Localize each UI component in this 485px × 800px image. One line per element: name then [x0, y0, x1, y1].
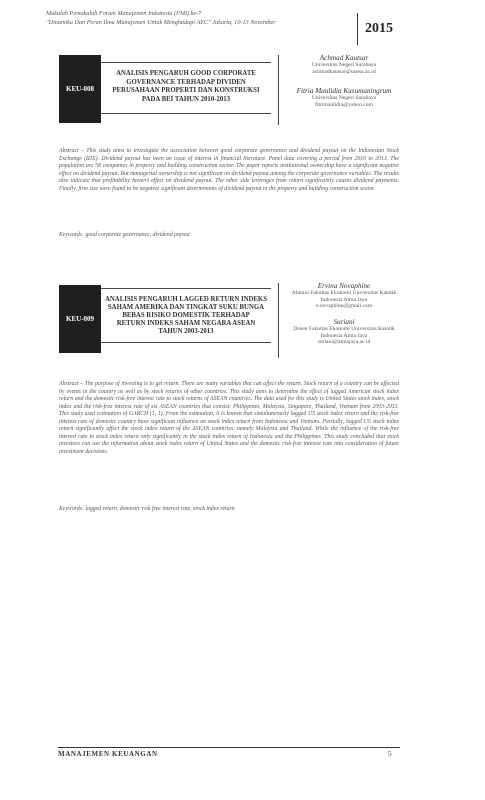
title-rule-top — [101, 288, 271, 289]
author-name: Achmad Kautsar — [319, 54, 369, 62]
article-title-line: SAHAM AMERIKA DAN TINGKAT SUKU BUNGA — [107, 304, 265, 311]
footer-section: MANAJEMEN KEUANGAN — [58, 750, 158, 758]
author-affiliation: Universitas Negeri Surabaya — [311, 61, 377, 68]
title-rule-top — [101, 62, 271, 63]
author-block — [284, 283, 404, 310]
article-title — [104, 296, 268, 336]
author-affiliation: Dosen Fakultas Ekonomi Universitas Katolik Indonesia Atma Jaya — [293, 325, 395, 339]
article-title-line: RETURN INDEKS SAHAM NEGARA ASEAN — [116, 320, 256, 327]
article-title-line: PADA BEI TAHUN 2010-2013 — [141, 95, 231, 103]
author-email[interactable]: fitrimaulidia@yahoo.com — [315, 101, 373, 108]
article-title-line: TAHUN 2003-2013 — [158, 328, 214, 335]
article-code-badge: KEU-008 — [59, 55, 101, 123]
article-title-line: PERUSAHAAN PROPERTI DAN KONSTRUKSI — [112, 87, 260, 94]
title-rule-bottom — [101, 342, 271, 343]
running-header-theme: "Dinamika Dan Peran Ilmu Manajemen Untuk Menghadapi AEC" Jakarta, 10-13 November — [46, 19, 276, 26]
article-title-line: GOVERNANCE TERHADAP DIVIDEN — [126, 78, 246, 86]
author-block — [284, 319, 404, 346]
article-title-line: ANALISIS PENGARUH GOOD CORPORATE — [116, 70, 256, 77]
author-email[interactable]: suriani@atmajaya.ac.id — [317, 339, 371, 346]
author-name: Fitria Maulidia Kusumaningrum — [296, 87, 392, 95]
article-keywords: Keywords: good corporate governance, dividend payout — [59, 232, 190, 238]
footer-rule — [58, 747, 400, 748]
page-number: 5 — [388, 750, 392, 758]
author-affiliation: Alumni Fakultas Ekonomi Universitas Katolik Indonesia Atma Jaya — [291, 289, 397, 303]
article-title — [104, 70, 268, 104]
author-block — [284, 88, 404, 108]
author-block — [284, 55, 404, 75]
author-divider — [278, 55, 279, 125]
article-title-line: BEBAS RISIKO DOMESTIK TERHADAP — [122, 312, 250, 319]
header-year: 2015 — [357, 13, 400, 45]
author-name: Ervina Novaphine — [317, 282, 371, 290]
author-email[interactable]: e.novaphine@gmail.com — [315, 303, 373, 310]
author-name: Suriani — [333, 318, 355, 326]
article-title-line: ANALISIS PENGARUH LAGGED RETURN INDEKS — [104, 296, 268, 303]
article-code-badge: KEU-009 — [59, 285, 101, 353]
author-email[interactable]: achmadkautsar@unesa.ac.id — [312, 68, 376, 75]
article-abstract: Abstract – This study aims to investigate the association between good corporate governance and dividend payout on the Indonesian Stock Exchange (IDX). Dividend payout has been an issue of interest in financial literature. Panel data covering a period from 2010 to 2013. The population are 58 companies in property and building construction sector. The paper reports institutional ownership have a significant negative effect on dividend payout. But managerial ownership is not significant on dividend payout among the corporate governance variables. The results also indicate that profitability haven't effect on dividend payout. The other side leverages from return significantly causes dividend payments. Finally, firm size were found to be negative significant determinants of dividend payout in the property and building construction sector. — [59, 148, 399, 192]
running-header-event: Makalah Pemakalah Forum Manajemen Indonesia (FMI) ke-7 — [46, 10, 202, 17]
author-affiliation: Universitas Negeri Surabaya — [311, 94, 377, 101]
title-rule-bottom — [101, 113, 271, 114]
article-abstract: Abstract – The purpose of investing is to get return. There are many variables that can affect the return. Stock return of a country can be affected by events in the country as well as by stock returns of other countries. This study aims to determine the effect of lagged American stock index return and the domestic risk-free interest rate to stock returns of ASEAN countries. The data used for this study is United States stock index, stock index and the risk-free interest rate of six ASEAN countries that consist: Philippines, Malaysia, Singapore, Thailand, Vietnam from 2003-2013. This study used estimation of GARCH (1, 1). From the estimation, it is known that simultaneously lagged US stock index return and the risk-free interest rate of domestic country have significant influence on stock index return from Indonesia and Vietnam. Partially, lagged US stock index return significantly affect the stock index return of the ASEAN countries, namely Malaysia and Thailand. While the influence of the risk-free interest rate to stock index return only significantly in the stock index return of Indonesia and the Philippines. This study concluded that stock investors can use the information about stock index return of United States and the domestic risk-free interest rate into consideration of future investment decisions. — [59, 381, 399, 455]
author-divider — [278, 283, 279, 358]
article-keywords: Keywords: lagged return, domestic risk free interest rate, stock index return — [59, 506, 235, 512]
